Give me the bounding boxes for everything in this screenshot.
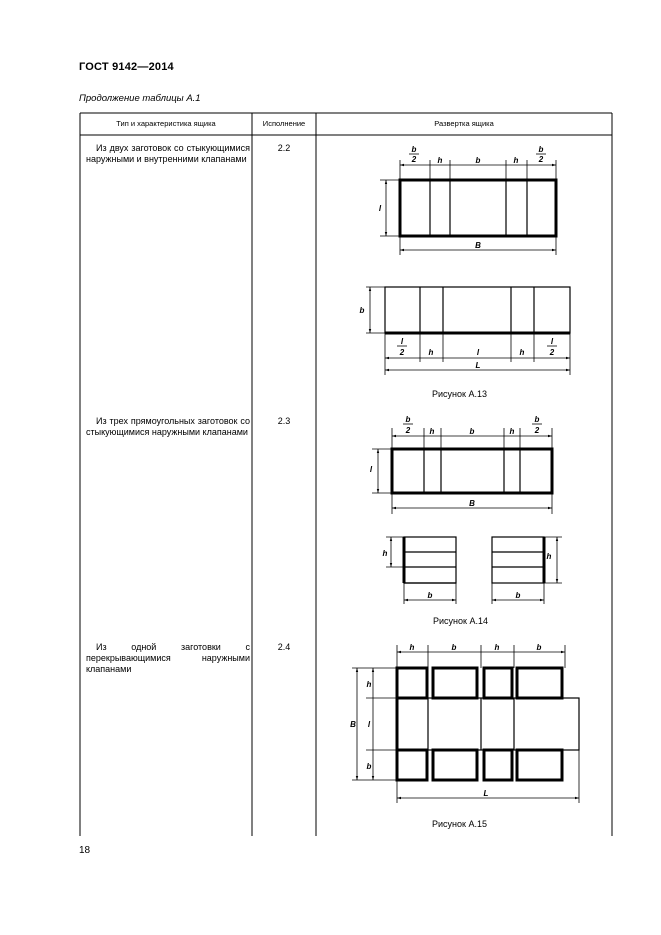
dim-label: h: [519, 348, 525, 357]
dim-label: b: [366, 762, 372, 771]
row-description: Из двух заготовок со стыкующимися наружными и внутренними клапанами: [86, 143, 250, 164]
document-header: ГОСТ 9142—2014: [79, 61, 174, 73]
dim-label: 2: [549, 348, 555, 357]
row-description: Из одной заготовки с перекрывающимися наружными клапанами: [86, 642, 250, 674]
column-header-type: Тип и характеристика ящика: [116, 119, 216, 128]
figure-a14-drawing: [370, 415, 562, 604]
dim-label: b: [405, 415, 411, 424]
row-version: 2.2: [277, 143, 291, 153]
page-number: 18: [79, 845, 91, 856]
dim-label: b: [411, 145, 417, 154]
dim-label: B: [350, 720, 356, 729]
dim-label: L: [483, 789, 489, 798]
dim-label: h: [428, 348, 434, 357]
dim-label: h: [546, 552, 552, 561]
dim-label: B: [475, 241, 481, 250]
row-description: Из трех прямоугольных заготовок со стыкующимися наружными клапанами: [86, 416, 250, 437]
figure-a13-drawing: [360, 145, 570, 375]
dim-label: l: [369, 465, 373, 474]
dim-label: h: [429, 427, 435, 436]
figure-caption: Рисунок А.15: [432, 819, 487, 829]
figure-caption: Рисунок А.14: [433, 616, 488, 626]
table-caption: Продолжение таблицы А.1: [79, 93, 201, 104]
dim-label: l: [367, 720, 371, 729]
dim-label: l: [378, 204, 382, 213]
dim-label: L: [475, 361, 481, 370]
dim-label: l: [550, 337, 554, 346]
dim-label: b: [536, 643, 542, 652]
dim-label: b: [534, 415, 540, 424]
dim-label: 2: [411, 155, 417, 164]
dim-label: b: [475, 156, 481, 165]
dim-label: b: [515, 591, 521, 600]
row-version: 2.3: [277, 416, 291, 426]
dim-label: h: [509, 427, 515, 436]
dim-label: h: [366, 680, 372, 689]
dim-label: h: [382, 549, 388, 558]
dim-label: 2: [405, 426, 411, 435]
dim-label: 2: [538, 155, 544, 164]
dim-label: b: [538, 145, 544, 154]
figure-a15-drawing: [350, 643, 579, 803]
column-header-layout: Развертка ящика: [434, 119, 494, 128]
dim-label: b: [359, 306, 365, 315]
dim-label: h: [513, 156, 519, 165]
dim-label: b: [427, 591, 433, 600]
dim-label: h: [494, 643, 500, 652]
dim-label: h: [437, 156, 443, 165]
dim-label: B: [469, 499, 475, 508]
dim-label: 2: [399, 348, 405, 357]
row-version: 2.4: [277, 642, 291, 652]
dim-label: l: [476, 348, 480, 357]
dim-label: h: [409, 643, 415, 652]
figure-caption: Рисунок А.13: [432, 389, 487, 399]
dim-label: l: [400, 337, 404, 346]
column-header-version: Исполнение: [262, 119, 306, 128]
dim-label: 2: [534, 426, 540, 435]
dim-label: b: [469, 427, 475, 436]
dim-label: b: [451, 643, 457, 652]
